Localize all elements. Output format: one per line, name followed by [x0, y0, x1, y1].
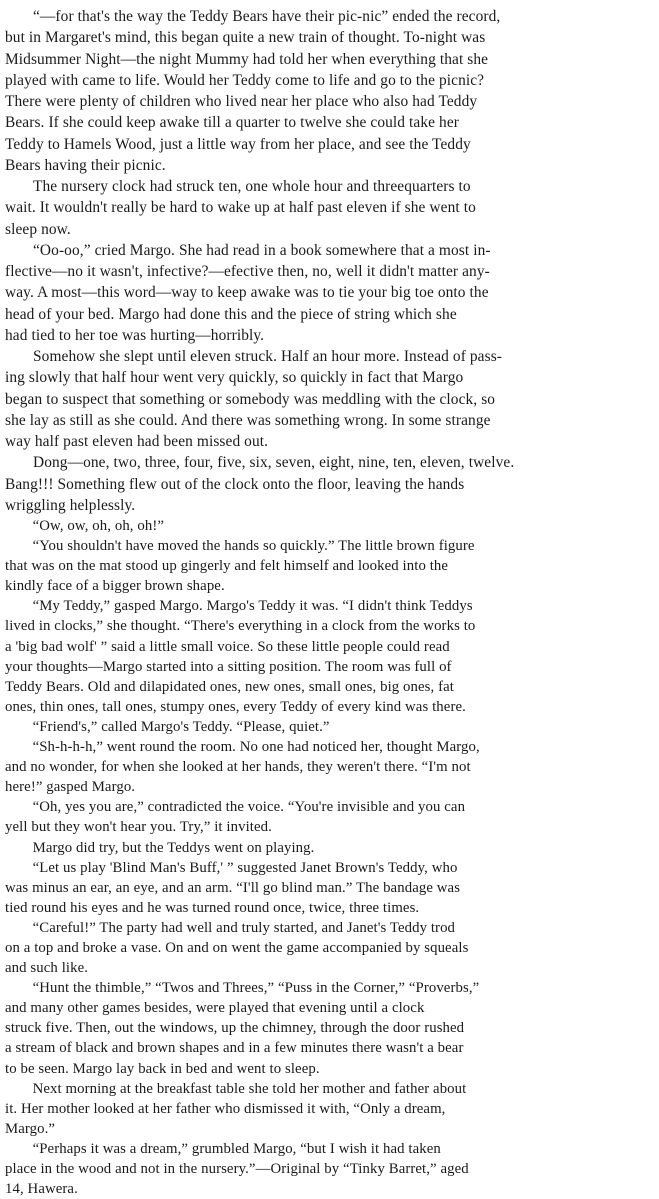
paragraph — [5, 596, 657, 717]
paragraph — [5, 1139, 657, 1199]
text-line: Margo did try, but the Teddys went on playing. — [32, 839, 315, 856]
text-line: way half past eleven had been missed out. — [5, 433, 269, 450]
text-line: “Hunt the thimble,” “Twos and Threes,” “Puss in the Corner,” “Proverbs,” — [32, 980, 480, 997]
text-line: yell but they won't hear you. Try,” it invited. — [5, 819, 272, 836]
text-line: ones, thin ones, tall ones, stumpy ones, every Teddy of every kind was there. — [5, 698, 466, 715]
text-line: she lay as still as she could. And there was something wrong. In some strange — [5, 411, 491, 429]
paragraph — [5, 918, 657, 978]
text-line: “Let us play 'Blind Man's Buff,' ” suggested Janet Brown's Teddy, who — [32, 859, 458, 876]
text-line: head of your bed. Margo had done this and the piece of string which she — [5, 305, 457, 323]
text-line: Bears having their picnic. — [5, 156, 166, 174]
text-line: Teddy to Hamels Wood, just a little way from her place, and see the Teddy — [5, 135, 471, 153]
text-line: tied round his eyes and he was turned round once, twice, three times. — [5, 899, 420, 916]
text-line: it. Her mother looked at her father who dismissed it with, “Only a dream, — [5, 1100, 446, 1117]
text-line: place in the wood and not in the nursery.”—Original by “Tinky Barret,” aged — [5, 1161, 469, 1177]
text-line: “Oo-oo,” cried Margo. She had read in a book somewhere that a most in- — [33, 241, 491, 259]
text-line: “Sh-h-h-h,” went round the room. No one had noticed her, thought Margo, — [32, 739, 480, 756]
text-line: but in Margaret's mind, this began quite a new train of thought. To-night was — [5, 29, 486, 47]
paragraph — [5, 797, 657, 837]
paragraph — [5, 978, 657, 1078]
paragraph — [5, 6, 657, 176]
text-line: “—for that's the way the Teddy Bears have their pic-nic” ended the record, — [33, 8, 501, 25]
text-line: lived in clocks,” she thought. “There's everything in a clock from the works to — [5, 618, 476, 635]
text-line: a stream of black and brown shapes and in a few minutes there wasn't a bear — [5, 1040, 464, 1057]
text-line: 14, Hawera. — [5, 1181, 78, 1198]
text-line: ing slowly that half hour went very quickly, so quickly in fact that Margo — [5, 369, 464, 387]
text-line: Dong—one, two, three, four, five, six, seven, eight, nine, ten, eleven, twelve. — [33, 454, 515, 472]
text-line: “You shouldn't have moved the hands so quickly.” The little brown figure — [32, 538, 475, 555]
paragraph — [5, 1079, 657, 1139]
text-line: There were plenty of children who lived near her place who also had Teddy — [5, 93, 478, 110]
text-line: Bears. If she could keep awake till a quarter to twelve she could take her — [5, 114, 459, 132]
paragraph — [5, 838, 657, 858]
text-line: kindly face of a bigger brown shape. — [5, 578, 225, 595]
text-line: had tied to her toe was hurting—horribly. — [5, 326, 265, 344]
text-line: and many other games besides, were played that evening until a clock — [5, 1000, 425, 1017]
paragraph — [5, 240, 657, 346]
paragraph — [5, 737, 657, 797]
text-line: a 'big bad wolf' ” said a little small voice. So these little people could read — [5, 638, 450, 655]
text-line: “Perhaps it was a dream,” grumbled Margo, “but I wish it had taken — [32, 1140, 441, 1157]
text-line: “Ow, ow, oh, oh, oh!” — [32, 518, 165, 534]
text-line: Teddy Bears. Old and dilapidated ones, new ones, small ones, big ones, fat — [5, 678, 455, 695]
text-line: wriggling helplessly. — [5, 496, 136, 514]
text-line: way. A most—this word—way to keep awake was to tie your big toe onto the — [5, 284, 489, 302]
text-line: “My Teddy,” gasped Margo. Margo's Teddy it was. “I didn't think Teddys — [32, 598, 473, 615]
text-line: and such like. — [5, 960, 89, 977]
text-line: to be seen. Margo lay back in bed and went to sleep. — [5, 1060, 320, 1077]
text-line: was minus an ear, an eye, and an arm. “I'll go blind man.” The bandage was — [5, 879, 461, 896]
text-line: played with came to life. Would her Teddy come to life and go to the picnic? — [5, 71, 485, 89]
text-line: struck five. Then, out the windows, up the chimney, through the door rushed — [5, 1020, 465, 1037]
text-line: The nursery clock had struck ten, one whole hour and threequarters to — [33, 178, 471, 195]
text-line: “Careful!” The party had well and truly started, and Janet's Teddy trod — [32, 919, 456, 936]
text-line: that was on the mat stood up gingerly and felt himself and looked into the — [5, 558, 449, 575]
text-line: Somehow she slept until eleven struck. Half an hour more. Instead of pass- — [33, 348, 503, 365]
paragraph — [5, 452, 657, 516]
text-line: Midsummer Night—the night Mummy had told her when everything that she — [5, 50, 489, 68]
paragraph — [5, 346, 657, 452]
text-line: Bang!!! Something flew out of the clock onto the floor, leaving the hands — [5, 475, 465, 493]
text-line: and no wonder, for when she looked at her hands, they weren't there. “I'm not — [5, 759, 471, 776]
text-line: “Oh, yes you are,” contradicted the voice. “You're invisible and you can — [32, 799, 466, 816]
text-line: wait. It wouldn't really be hard to wake up at half past eleven if she went to — [5, 199, 476, 217]
text-line: began to suspect that something or somebody was meddling with the clock, so — [5, 390, 496, 408]
text-line: Margo.” — [5, 1120, 56, 1137]
paragraph — [5, 858, 657, 918]
paragraph — [5, 516, 657, 536]
text-line: Next morning at the breakfast table she told her mother and father about — [32, 1080, 467, 1097]
text-line: sleep now. — [5, 220, 71, 238]
text-line: here!” gasped Margo. — [5, 779, 136, 796]
text-line: on a top and broke a vase. On and on went the game accompanied by squeals — [5, 939, 469, 956]
paragraph — [5, 536, 657, 596]
text-line: “Friend's,” called Margo's Teddy. “Please, quiet.” — [32, 718, 330, 735]
text-line: your thoughts—Margo started into a sitting position. The room was full of — [5, 658, 452, 675]
paragraph — [5, 176, 657, 240]
paragraph — [5, 717, 657, 737]
text-line: flective—no it wasn't, infective?—efective then, no, well it didn't matter any- — [5, 263, 490, 280]
